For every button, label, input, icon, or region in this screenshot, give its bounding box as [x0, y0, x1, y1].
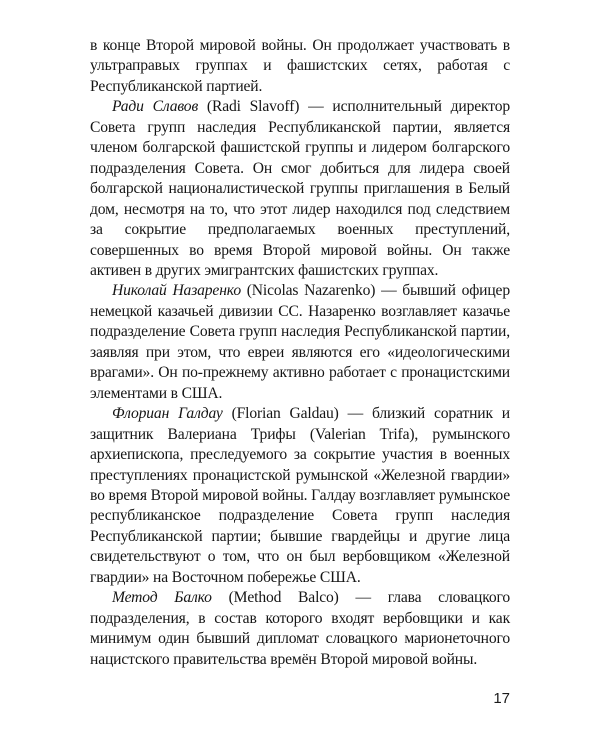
paragraph-text: (Nicolas Nazarenko) — бывший офицер немецкой казачьей дивизии СС. Назаренко возглавляет казачье подразделение Совета групп наследия Республиканской партии, заявляя при этом, что евреи являются его «идеологическими врагами». Он по-прежнему активно работает с пронацистскими элементами в США.	[90, 282, 510, 402]
person-name: Флориан Галдау	[112, 405, 223, 423]
paragraph-radi-slavov	[90, 97, 510, 281]
paragraph-text: (Method Balco) — глава словацкого подразделения, в состав которого входят вербовщики и как минимум один бывший дипломат словацкого марионеточного нацистского правительства времён Второй мировой войны.	[90, 589, 510, 668]
paragraph-metod-balko	[90, 588, 510, 670]
person-name: Ради Славов	[112, 98, 199, 116]
person-name: Метод Балко	[112, 589, 212, 607]
paragraph-text: в конце Второй мировой войны. Он продолжает участвовать в ультраправых группах и фашистских сетях, работая с Республиканской партией.	[90, 37, 510, 95]
paragraph-text: (Florian Galdau) — близкий соратник и защитник Валериана Трифы (Valerian Trifa), румынского архиепископа, преследуемого за сокрытие участия в военных преступлениях пронацистской румынской «Железной гвардии» во время Второй мировой войны. Галдау возглавляет румынское республиканское подразделение Совета групп наследия Республиканской партии; бывшие гвардейцы и другие лица свидетельствуют о том, что он был вербовщиком «Железной гвардии» на Восточном побережье США.	[90, 405, 510, 586]
page-number: 17	[493, 690, 510, 707]
person-name: Николай Назаренко	[112, 282, 241, 300]
paragraph-florian-galdau	[90, 404, 510, 588]
paragraph-continuation	[90, 36, 510, 97]
body-text	[90, 36, 510, 670]
paragraph-nikolai-nazarenko	[90, 281, 510, 404]
paragraph-text: (Radi Slavoff) — исполнительный директор Совета групп наследия Республиканской партии, является членом болгарской фашистской группы и лидером болгарского подразделения Совета. Он смог добиться для лидера своей болгарской националистической группы приглашения в Белый дом, несмотря на то, что этот лидер находился под следствием за сокрытие предполагаемых военных преступлений, совершенных во время Второй мировой войны. Он также активен в других эмигрантских фашистских группах.	[90, 98, 510, 279]
